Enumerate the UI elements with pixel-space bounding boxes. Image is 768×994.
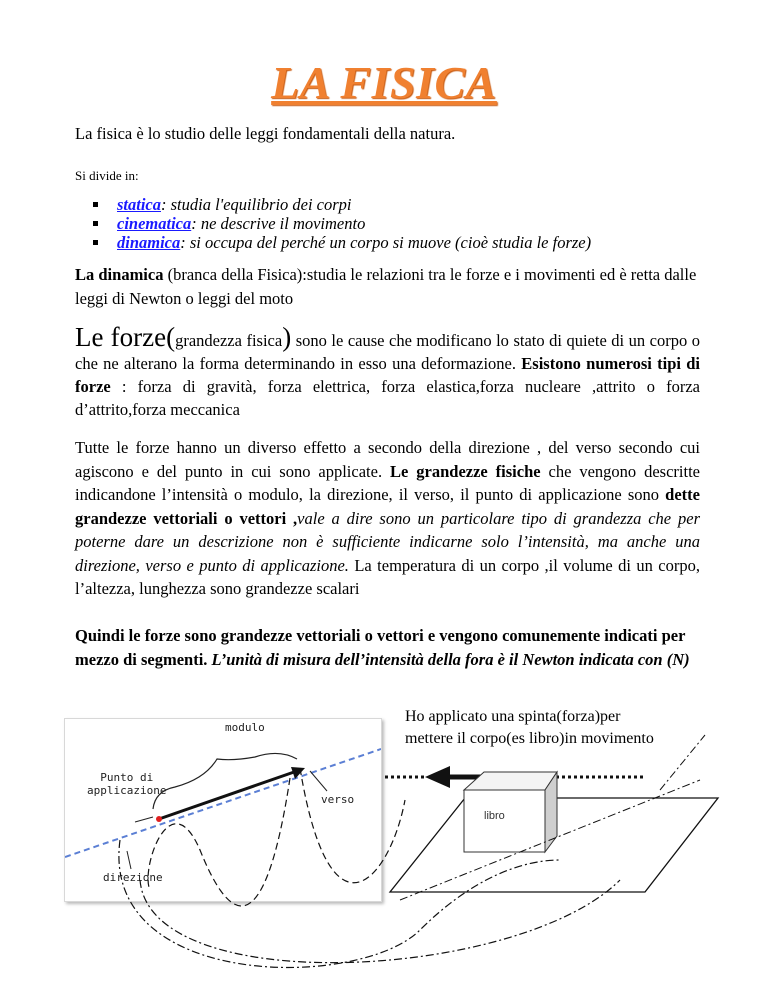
link-dinamica[interactable]: dinamica bbox=[117, 233, 181, 252]
forze-heading: Le forze( bbox=[75, 322, 176, 352]
branches-list bbox=[75, 195, 591, 252]
branch-desc: : si occupa del perché un corpo si muove (cioè studia le forze) bbox=[180, 233, 592, 252]
book-figure bbox=[0, 690, 768, 994]
page-title-wrap bbox=[0, 56, 768, 109]
label-verso: verso bbox=[321, 793, 355, 806]
link-cinematica[interactable]: cinematica bbox=[117, 214, 192, 233]
bullet-icon bbox=[93, 240, 98, 245]
label-direzione: direzione bbox=[103, 871, 163, 884]
list-item bbox=[75, 233, 591, 252]
branch-desc: : studia l'equilibrio dei corpi bbox=[161, 195, 352, 214]
grandezze-italic: vale a dire sono un particolare tipo di grandezza che per poterne dare un descrizione non è sufficiente indicarne solo l’intensità, ma anche una direzione, verso e punto di applicazione. bbox=[75, 508, 700, 575]
list-item bbox=[75, 195, 591, 214]
dashdot-guide bbox=[660, 735, 705, 790]
label-punto-1: Punto di bbox=[100, 771, 154, 784]
forze-text: sono le cause che modificano lo stato di quiete di un corpo o che ne alterano la forma determinando in esso una deformazione. bbox=[75, 331, 701, 373]
label-modulo: modulo bbox=[225, 721, 265, 734]
bullet-icon bbox=[93, 202, 98, 207]
forze-bold: Esistono numerosi tipi di forze bbox=[75, 354, 701, 396]
dinamica-paragraph bbox=[75, 263, 700, 311]
connector-curve bbox=[300, 768, 405, 883]
quindi-bold: Quindi le forze sono grandezze vettoriali o vettori e vengono comunemente indicati per mezzo di segmenti. bbox=[75, 626, 686, 669]
intro-paragraph: La fisica è lo studio delle leggi fondamentali della natura. bbox=[75, 124, 456, 143]
forze-heading-close: ) bbox=[282, 322, 292, 352]
note-line-1: Ho applicato una spinta(forza)per bbox=[405, 708, 621, 725]
forze-heading-small: grandezza fisica bbox=[175, 331, 283, 350]
book-label: libro bbox=[484, 810, 505, 822]
grandezze-text-2: che vengono descritte indicandone l’intensità o modulo, la direzione, il verso, il punto di applicazione sono bbox=[75, 461, 700, 504]
link-statica[interactable]: statica bbox=[117, 195, 161, 214]
label-punto-2: applicazione bbox=[87, 784, 167, 797]
grandezze-bold-1: Le grandezze fisiche bbox=[390, 461, 541, 481]
dinamica-text: (branca della Fisica):studia le relazioni tra le forze e i movimenti ed è retta dalle leggi di Newton o leggi del moto bbox=[75, 265, 697, 308]
note-line-2: mettere il corpo(es libro)in movimento bbox=[405, 730, 654, 747]
quindi-paragraph bbox=[75, 624, 700, 672]
page-title: LA FISICA bbox=[271, 57, 497, 108]
grandezze-text-1: Tutte le forze hanno un diverso effetto a secondo della direzione , del verso secondo cui agiscono e del punto in cui sono applicate. bbox=[75, 438, 700, 481]
forze-paragraph bbox=[75, 322, 701, 421]
grandezze-text-3: La temperatura di un corpo ,il volume di un corpo, l’altezza, lunghezza sono grandezze scalari bbox=[75, 555, 700, 598]
quindi-bold-italic: L’unità di misura dell’intensità della fora è il Newton indicata con (N) bbox=[211, 650, 690, 669]
divide-label: Si divide in: bbox=[75, 168, 139, 183]
connector-curve bbox=[148, 778, 290, 906]
grandezze-bold-2: dette grandezze vettoriali o vettori , bbox=[75, 485, 700, 528]
dinamica-bold: La dinamica bbox=[75, 265, 164, 284]
forze-list: : forza di gravità, forza elettrica, forza elastica,forza nucleare ,attrito o forza d’attrito,forza meccanica bbox=[75, 377, 700, 419]
bullet-icon bbox=[93, 221, 98, 226]
grandezze-paragraph bbox=[75, 436, 700, 601]
connector-curve bbox=[119, 840, 560, 967]
branch-desc: : ne descrive il movimento bbox=[191, 214, 366, 233]
force-arrowhead-icon bbox=[425, 766, 450, 788]
list-item bbox=[75, 214, 591, 233]
